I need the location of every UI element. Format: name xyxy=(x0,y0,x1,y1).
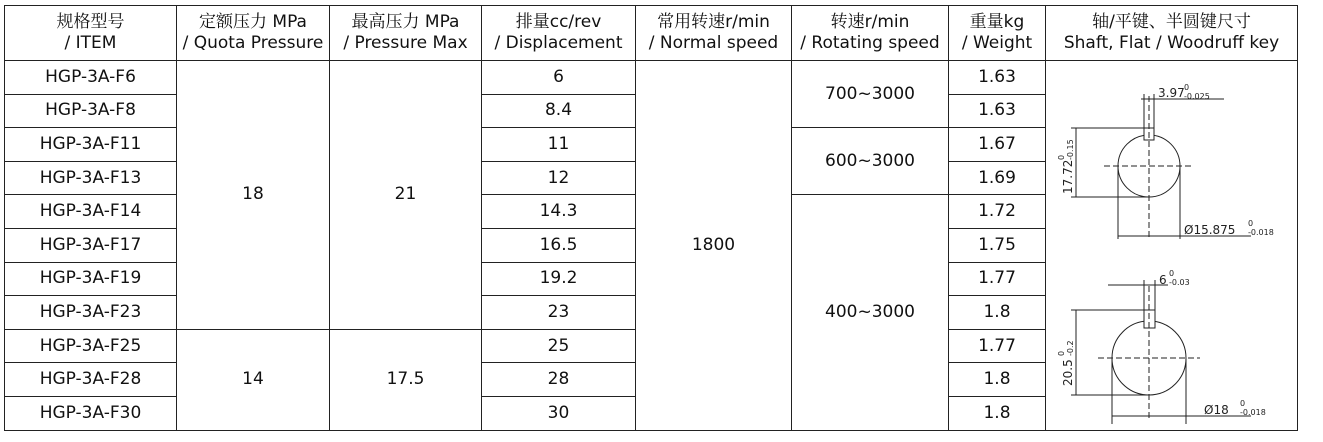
item-cell: HGP-3A-F8 xyxy=(5,94,177,128)
flat-key-height-dim: 17.72 xyxy=(1061,159,1075,195)
weight-cell: 1.75 xyxy=(949,228,1046,262)
svg-text:-0.018: -0.018 xyxy=(1248,228,1274,238)
weight-cell: 1.8 xyxy=(949,363,1046,397)
pressure-max-cell: 17.5 xyxy=(330,329,482,430)
weight-cell: 1.8 xyxy=(949,396,1046,430)
svg-text:-0.03: -0.03 xyxy=(1169,278,1190,288)
normal-speed-cell: 1800 xyxy=(636,61,792,431)
weight-cell: 1.69 xyxy=(949,161,1046,195)
displacement-cell: 23 xyxy=(482,296,636,330)
displacement-cell: 8.4 xyxy=(482,94,636,128)
shaft-diagram-cell xyxy=(1046,61,1298,431)
weight-cell: 1.72 xyxy=(949,195,1046,229)
svg-text:0: 0 xyxy=(1184,83,1190,93)
header-row xyxy=(5,6,1298,61)
item-cell: HGP-3A-F13 xyxy=(5,161,177,195)
header-rotating-speed: 转速r/min / Rotating speed xyxy=(792,6,949,61)
quota-pressure-cell: 18 xyxy=(177,61,330,330)
header-weight: 重量kg / Weight xyxy=(949,6,1046,61)
header-displacement: 排量cc/rev / Displacement xyxy=(482,6,636,61)
header-quota-pressure: 定额压力 MPa / Quota Pressure xyxy=(177,6,330,61)
item-cell: HGP-3A-F19 xyxy=(5,262,177,296)
weight-cell: 1.77 xyxy=(949,262,1046,296)
header-item: 规格型号 / ITEM xyxy=(5,6,177,61)
rotating-speed-cell: 400~3000 xyxy=(792,195,949,430)
weight-cell: 1.8 xyxy=(949,296,1046,330)
svg-text:-0.2: -0.2 xyxy=(1066,340,1075,357)
table-row xyxy=(5,61,1298,95)
flat-key-diameter-dim: Ø15.875 xyxy=(1184,223,1236,238)
displacement-cell: 30 xyxy=(482,396,636,430)
displacement-cell: 6 xyxy=(482,61,636,95)
weight-cell: 1.77 xyxy=(949,329,1046,363)
svg-text:0: 0 xyxy=(1169,269,1175,279)
weight-cell: 1.63 xyxy=(949,61,1046,95)
svg-text:0: 0 xyxy=(1057,351,1066,357)
weight-cell: 1.63 xyxy=(949,94,1046,128)
flat-key-width-dim: 3.97 xyxy=(1158,86,1185,101)
header-pressure-max: 最高压力 MPa / Pressure Max xyxy=(330,6,482,61)
item-cell: HGP-3A-F28 xyxy=(5,363,177,397)
weight-cell: 1.67 xyxy=(949,128,1046,162)
displacement-cell: 14.3 xyxy=(482,195,636,229)
quota-pressure-cell: 14 xyxy=(177,329,330,430)
rotating-speed-cell: 600~3000 xyxy=(792,128,949,195)
woodruff-key-width-dim: 6 xyxy=(1159,273,1167,288)
displacement-cell: 11 xyxy=(482,128,636,162)
item-cell: HGP-3A-F6 xyxy=(5,61,177,95)
displacement-cell: 28 xyxy=(482,363,636,397)
displacement-cell: 19.2 xyxy=(482,262,636,296)
svg-text:0: 0 xyxy=(1057,155,1066,161)
svg-text:0: 0 xyxy=(1248,219,1254,229)
pressure-max-cell: 21 xyxy=(330,61,482,330)
svg-text:0: 0 xyxy=(1240,399,1246,409)
item-cell: HGP-3A-F17 xyxy=(5,228,177,262)
item-cell: HGP-3A-F23 xyxy=(5,296,177,330)
svg-text:-0.025: -0.025 xyxy=(1184,92,1210,102)
woodruff-key-height-dim: 20.5 xyxy=(1061,359,1075,387)
woodruff-key-diameter-dim: Ø18 xyxy=(1204,403,1229,418)
item-cell: HGP-3A-F30 xyxy=(5,396,177,430)
item-cell: HGP-3A-F11 xyxy=(5,128,177,162)
displacement-cell: 25 xyxy=(482,329,636,363)
header-shaft-key: 轴/平键、半圆键尺寸 Shaft, Flat / Woodruff key xyxy=(1046,6,1298,61)
header-normal-speed: 常用转速r/min / Normal speed xyxy=(636,6,792,61)
shaft-key-diagram xyxy=(1046,66,1297,424)
flat-key-drawing xyxy=(1071,94,1254,239)
displacement-cell: 12 xyxy=(482,161,636,195)
rotating-speed-cell: 700~3000 xyxy=(792,61,949,128)
displacement-cell: 16.5 xyxy=(482,228,636,262)
spec-table xyxy=(4,5,1298,431)
item-cell: HGP-3A-F14 xyxy=(5,195,177,229)
svg-text:-0.018: -0.018 xyxy=(1240,408,1266,418)
item-cell: HGP-3A-F25 xyxy=(5,329,177,363)
svg-text:-0.15: -0.15 xyxy=(1066,139,1075,161)
